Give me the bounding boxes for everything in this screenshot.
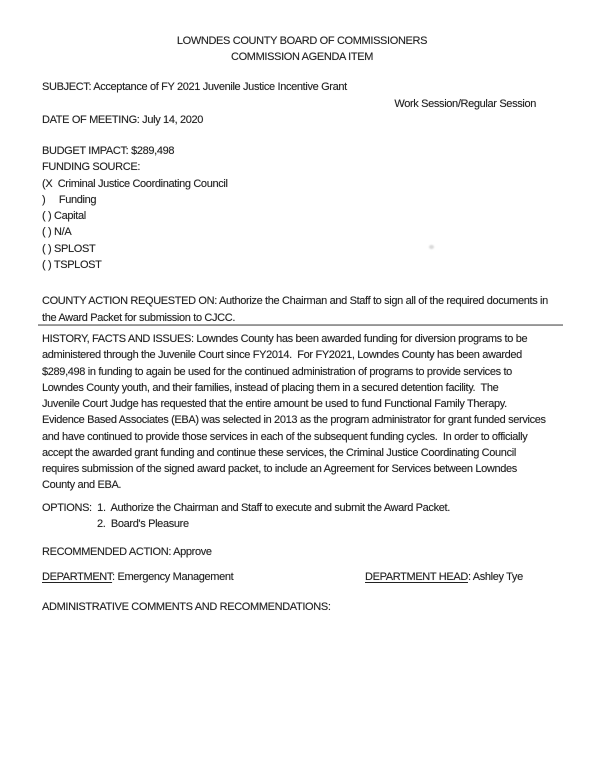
subject-line: SUBJECT: Acceptance of FY 2021 Juvenile Justice Incentive Grant <box>42 81 347 93</box>
history-facts-block <box>42 331 562 493</box>
funding-option-line: ( ) SPLOST <box>42 242 96 255</box>
history-line: requires submission of the signed award packet, to include an Agreement for Services between Lowndes <box>42 462 517 475</box>
department-field <box>42 571 233 583</box>
meeting-date-line: DATE OF MEETING: July 14, 2020 <box>42 114 204 126</box>
funding-source-label: FUNDING SOURCE: <box>42 161 141 173</box>
admin-comments-block <box>42 599 562 616</box>
subject-block <box>42 79 562 129</box>
options-line-1: OPTIONS: 1. Authorize the Chairman and Staff to execute and submit the Award Packet. <box>42 502 450 515</box>
funding-option-line: ) Funding <box>42 193 97 206</box>
document-content <box>42 0 562 615</box>
options-block <box>42 501 562 533</box>
department-row <box>42 569 562 586</box>
recommended-action-line: RECOMMENDED ACTION: Approve <box>42 545 212 558</box>
admin-comments-line: ADMINISTRATIVE COMMENTS AND RECOMMENDATIONS: <box>42 600 331 613</box>
funding-option-line: ( ) N/A <box>42 226 72 239</box>
history-line: administered through the Juvenile Court since FY2014. For FY2021, Lowndes County has been awarded <box>42 349 522 362</box>
history-line: HISTORY, FACTS AND ISSUES: Lowndes County has been awarded funding for diversion programs to be <box>42 333 528 346</box>
county-action-block <box>42 293 562 327</box>
department-head-field <box>365 569 523 586</box>
department-label: DEPARTMENT <box>42 571 113 584</box>
department-head-label: DEPARTMENT HEAD <box>365 571 468 584</box>
recommended-action-block <box>42 544 562 561</box>
history-line: and have continued to provide those services in each of the subsequent funding cycles. In order to officially <box>42 430 528 443</box>
funding-option-line: (X Criminal Justice Coordinating Council <box>42 177 228 190</box>
history-line: accept the awarded grant funding and continue these services, the Criminal Justice Coordinating Council <box>42 446 516 459</box>
county-action-line: the Award Packet for submission to CJCC. <box>42 312 236 325</box>
history-line: Lowndes County youth, and their families, instead of placing them in a secured detention facility. The <box>42 381 499 394</box>
department-head-value: : Ashley Tye <box>467 571 523 584</box>
history-line: County and EBA. <box>42 479 122 492</box>
department-value: : Emergency Management <box>112 571 234 584</box>
document-subtitle: COMMISSION AGENDA ITEM <box>230 51 374 63</box>
funding-options-list <box>42 176 562 274</box>
scan-artifact <box>429 245 434 249</box>
history-line: Evidence Based Associates (EBA) was selected in 2013 as the program administrator for grant funded services <box>42 414 546 427</box>
document-header <box>42 33 562 65</box>
funding-option-line: ( ) Capital <box>42 210 86 223</box>
budget-impact-line: BUDGET IMPACT: $289,498 <box>42 144 175 157</box>
history-line: $289,498 in funding to again be used for the continued administration of programs to provide services to <box>42 365 512 378</box>
session-line: Work Session/Regular Session <box>394 97 536 110</box>
funding-option-line: ( ) TSPLOST <box>42 258 102 271</box>
budget-block <box>42 143 562 176</box>
document-title: LOWNDES COUNTY BOARD OF COMMISSIONERS <box>176 35 428 47</box>
history-line: Juvenile Court Judge has requested that the entire amount be used to fund Functional Family Therapy. <box>42 398 507 411</box>
options-line-2: 2. Board's Pleasure <box>97 518 189 531</box>
county-action-line: COUNTY ACTION REQUESTED ON: Authorize the Chairman and Staff to sign all of the required documents in <box>42 295 548 308</box>
